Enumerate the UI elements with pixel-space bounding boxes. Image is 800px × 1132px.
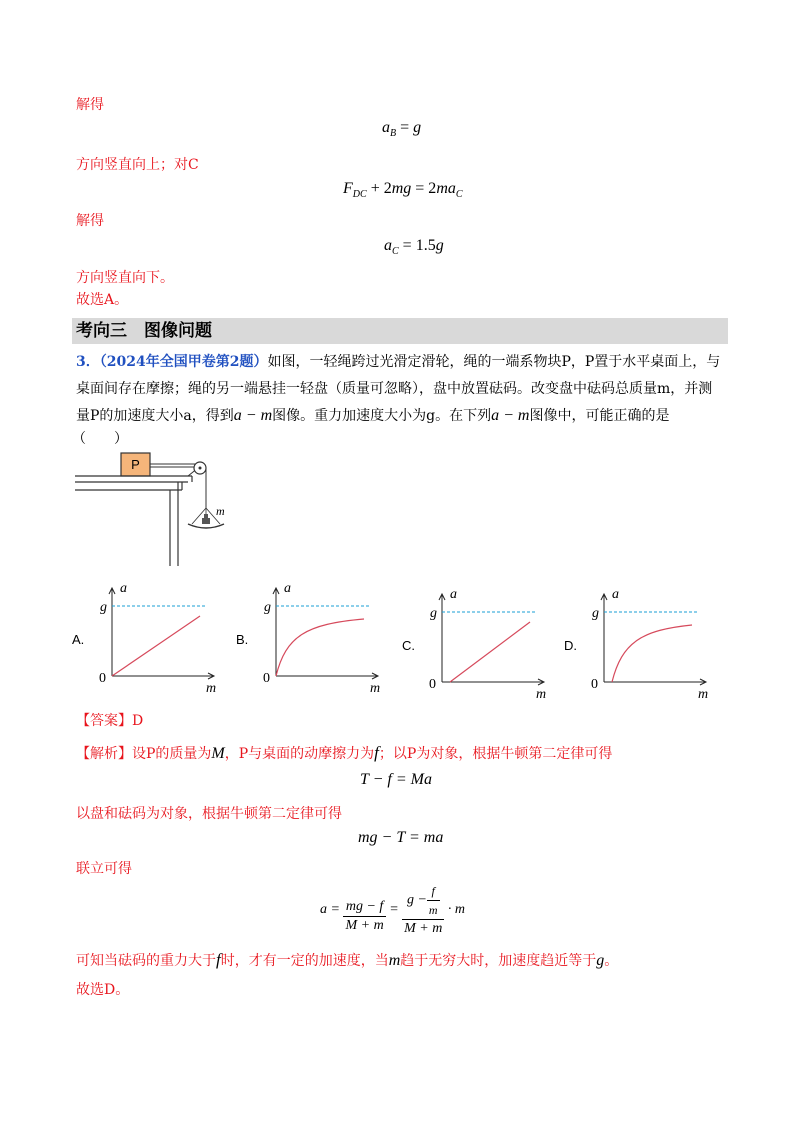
g-label: g (592, 606, 599, 621)
text-jiede-2: 解得 (76, 213, 104, 229)
text-choose-a: 故选A。 (76, 292, 129, 308)
section-heading: 考向三 图像问题 (72, 318, 728, 344)
y-axis-label: a (612, 587, 619, 602)
question-line-2: 桌面间存在摩擦；绳的另一端悬挂一轻盘（质量可忽略），盘中放置砝码。改变盘中砝码总质量m，并测 (76, 381, 713, 397)
equation-3: a = $\frac{mg - f}{M + m}$ = g − $\frac{f}{m}$ M + m · m (320, 884, 465, 936)
y-axis-label: a (120, 581, 127, 596)
x-axis-label: m (536, 687, 547, 699)
question-number: 3． (76, 354, 100, 370)
weight (202, 518, 210, 524)
option-label-b: B. (236, 632, 249, 647)
equation-2: mg − T = ma (358, 829, 444, 846)
analysis-final: 故选D。 (76, 982, 130, 998)
text-direction-down: 方向竖直向下。 (76, 270, 174, 286)
origin-label: 0 (591, 677, 598, 692)
equation-1: T − f = Ma (360, 771, 432, 788)
option-graph-a (96, 578, 236, 693)
pan-mass-label: m (216, 504, 225, 518)
question-text-1: 如图，一轻绳跨过光滑定滑轮，绳的一端系物块P，P置于水平桌面上，与 (267, 354, 721, 370)
equation-ac: $a_C = 1.5g$ (384, 237, 444, 258)
text-direction-up-c: 方向竖直向上；对C (76, 157, 199, 173)
question-line-3: 量P的加速度大小a，得到a − m图像。重力加速度大小为g。在下列a − m图像中，可能正确的是 (76, 407, 670, 424)
am-symbol-2: a − m (491, 407, 530, 424)
g-label: g (100, 600, 107, 615)
y-axis-label: a (450, 587, 457, 602)
graph-curve (612, 625, 692, 682)
question-line-1 (76, 351, 720, 373)
option-label-d: D. (564, 638, 577, 653)
option-graph-d (588, 584, 728, 699)
analysis-text-3: 联立可得 (76, 861, 132, 877)
answer: 【答案】D (76, 713, 144, 729)
equation-fdc: $F_{DC} + 2mg = 2ma_C$ (343, 180, 463, 201)
origin-label: 0 (263, 671, 270, 686)
x-axis-label: m (698, 687, 709, 699)
option-graph-c (426, 584, 566, 699)
question-source: （2024年全国甲卷第2题） (99, 354, 268, 370)
x-axis-label: m (206, 681, 217, 693)
pan (188, 524, 224, 528)
option-label-a: A. (72, 632, 85, 647)
analysis-conclusion: 可知当砝码的重力大于f时，才有一定的加速度，当m趋于无穷大时，加速度趋近等于g。 (76, 950, 619, 969)
g-label: g (264, 600, 271, 615)
text-jiede-1: 解得 (76, 97, 104, 113)
answer-blank: （ ） (72, 431, 128, 447)
option-graph-b (260, 578, 400, 693)
y-axis-label: a (284, 581, 291, 596)
option-label-c: C. (402, 638, 415, 653)
origin-label: 0 (429, 677, 436, 692)
analysis-intro: 【解析】设P的质量为M，P与桌面的动摩擦力为f；以P为对象，根据牛顿第二定律可得 (76, 743, 613, 762)
equation-ab: $a_B = g$ (382, 119, 422, 140)
origin-label: 0 (99, 671, 106, 686)
analysis-text-2: 以盘和砝码为对象，根据牛顿第二定律可得 (76, 806, 342, 822)
apparatus-figure (70, 448, 250, 570)
am-symbol-1: a − m (233, 407, 273, 424)
x-axis-label: m (370, 681, 381, 693)
graph-curve (450, 622, 530, 682)
g-label: g (430, 606, 437, 621)
block-p-label: P (131, 457, 140, 472)
graph-curve (112, 616, 200, 676)
graph-curve (276, 619, 364, 676)
